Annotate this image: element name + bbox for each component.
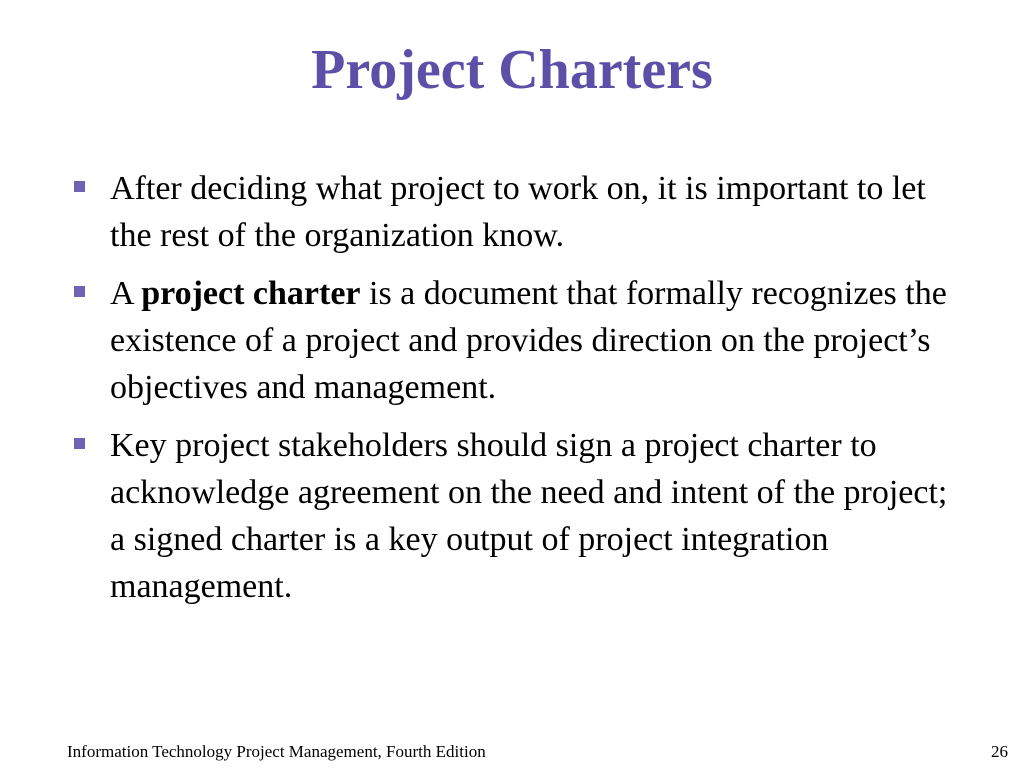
bullet-item [70, 422, 950, 610]
square-bullet-icon [74, 286, 85, 297]
bullet-text: After deciding what project to work on, it is important to let the rest of the organization know. [110, 170, 926, 254]
bullet-text: Key project stakeholders should sign a project charter to acknowledge agreement on the need and intent of the project; a signed charter is a key output of project integration management. [110, 427, 948, 605]
footer-source: Information Technology Project Management, Fourth Edition [67, 742, 486, 761]
bullet-item [70, 165, 950, 259]
page-number: 26 [991, 742, 1008, 761]
bullet-term-bold: project charter [141, 275, 361, 312]
slide-title: Project Charters [311, 39, 713, 101]
bullet-text-suffix: is a document that formally recognizes the existence of a project and provides direction on the project’s objectives and management. [110, 275, 947, 406]
square-bullet-icon [74, 181, 85, 192]
bullet-text-prefix: A [110, 275, 142, 312]
square-bullet-icon [74, 438, 85, 449]
bullet-item [70, 270, 950, 411]
bullet-text [110, 275, 947, 406]
bullet-list [70, 165, 950, 621]
